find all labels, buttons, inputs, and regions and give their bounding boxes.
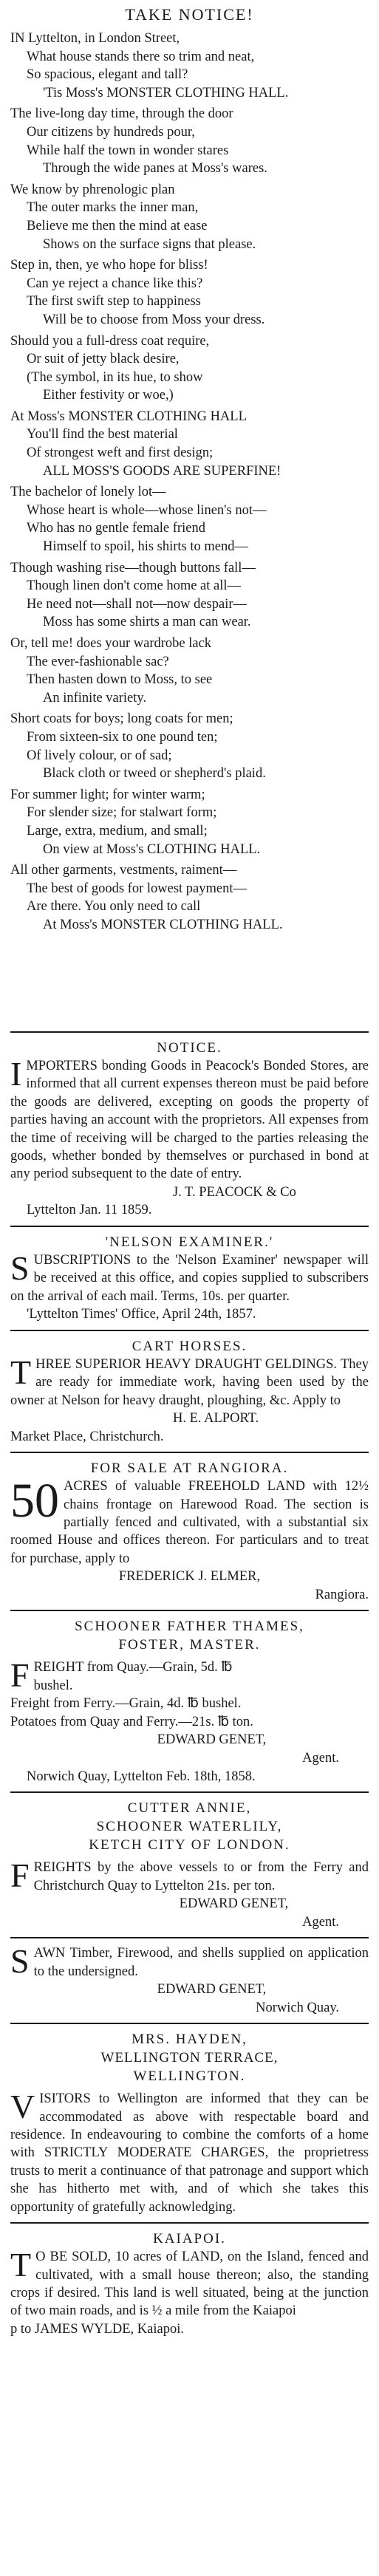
dropcap: T — [10, 1353, 32, 1391]
nelson-text: UBSCRIPTIONS to the 'Nelson Examiner' newspaper will be received at this office, and copies supplied to subscribers on the arrival of each mail. Terms, 10s. per quarter. — [10, 1253, 369, 1304]
annie-heading-3: KETCH CITY OF LONDON. — [89, 1837, 290, 1854]
nelson-examiner-advert — [10, 1233, 369, 1324]
cart-horses-heading: CART HORSES. — [132, 1338, 247, 1354]
cart-horses-signature: H. E. ALPORT. — [173, 1411, 259, 1427]
notice-body — [10, 1057, 369, 1183]
annie-heading-2: SCHOONER WATERLILY, — [96, 1819, 283, 1835]
poem-line: The ever-fashionable sac? — [27, 654, 169, 669]
poem-stanza — [10, 105, 369, 177]
poem-line: So spacious, elegant and tall? — [27, 67, 188, 83]
poem-line: Then hasten down to Moss, to see — [27, 672, 213, 688]
poem-line: Himself to spoil, his shirts to mend— — [43, 539, 249, 555]
poem-line: The first swift step to happiness — [27, 294, 201, 310]
poem-line: The live-long day time, through the door — [10, 106, 233, 122]
poem-line: All other garments, vestments, raiment— — [10, 863, 237, 878]
thames-line: bushel. — [33, 1678, 73, 1693]
poem-stanza — [10, 256, 369, 329]
kaiapoi-body — [10, 2248, 369, 2320]
kaiapoi-last-line: p to JAMES WYLDE, Kaiapoi. — [10, 2321, 184, 2337]
poem-stanza — [10, 786, 369, 858]
take-notice-advert — [10, 4, 369, 1025]
dropcap: F — [10, 1656, 30, 1695]
cart-horses-text: HREE SUPERIOR HEAVY DRAUGHT GELDINGS. They are ready for immediate work, having been used by the owner at Nelson for heavy draught, ploughing, &c. Apply to — [10, 1356, 369, 1408]
poem-line: The bachelor of lonely lot— — [10, 485, 166, 500]
hayden-heading-1: MRS. HAYDEN, — [132, 2032, 247, 2048]
dropcap: F — [10, 1856, 30, 1895]
annie-text: REIGHTS by the above vessels to or from the Ferry and Christchurch Quay to Lyttelton 21s. per ton. — [33, 1860, 369, 1893]
kaiapoi-text: O BE SOLD, 10 acres of LAND, on the Island, fenced and cultivated, with a small house thereon; also, the standing crops if desired. This land is well situated, being at the junction of two main roads, and is ½ a mile from the Kaiapoi — [10, 2249, 369, 2319]
poem-line: Who has no gentle female friend — [27, 521, 205, 536]
poem-line: At Moss's MONSTER CLOTHING HALL — [10, 409, 247, 424]
poem-line: Moss has some shirts a man can wear. — [43, 615, 251, 630]
dropcap: T — [10, 2246, 32, 2284]
poem-line: Are there. You only need to call — [27, 899, 201, 915]
poem-line: What house stands there so trim and neat, — [27, 49, 255, 64]
poem-line: 'Tis Moss's MONSTER CLOTHING HALL. — [43, 85, 289, 100]
poem-line: The best of goods for lowest payment— — [27, 881, 247, 896]
poem-stanza — [10, 332, 369, 405]
kaiapoi-heading: KAIAPOI. — [153, 2231, 226, 2247]
thames-dateline: Norwich Quay, Lyttelton Feb. 18th, 1858. — [27, 1769, 256, 1784]
sawn-place: Norwich Quay. — [256, 2000, 339, 2015]
thames-heading-1: SCHOONER FATHER THAMES, — [75, 1619, 304, 1635]
poem-stanza — [10, 635, 369, 707]
thames-body — [10, 1658, 369, 1695]
poem-line: IN Lyttelton, in London Street, — [10, 31, 180, 46]
rangiora-body — [10, 1474, 369, 1568]
poem-line: Through the wide panes at Moss's wares. — [43, 161, 267, 177]
poem-line: For summer light; for winter warm; — [10, 787, 205, 802]
notice-text: MPORTERS bonding Goods in Peacock's Bonded Stores, are informed that all current expenses thereon must be paid before the goods are delivered, excepting on goods the property of parties having an account with the proprietors. All expenses from the time of receiving will be charged to the parties releasing the goods, whether bonded by themselves or purchased in bond at any period subsequent to the date of entry. — [10, 1059, 369, 1182]
poem-line: For slender size; for stalwart form; — [27, 805, 217, 821]
hayden-body — [10, 2090, 369, 2216]
cart-horses-location: Market Place, Christchurch. — [10, 1429, 164, 1444]
dropcap: S — [10, 1249, 30, 1288]
poem-line: Our citizens by hundreds pour, — [27, 124, 195, 140]
cart-horses-body — [10, 1353, 369, 1410]
rangiora-signature: FREDERICK J. ELMER, — [118, 1569, 261, 1585]
divider — [10, 1330, 369, 1331]
poem-line: Of lively colour, or of sad; — [27, 748, 172, 763]
take-notice-heading: TAKE NOTICE! — [125, 5, 254, 24]
poem-line: Short coats for boys; long coats for men; — [10, 711, 233, 727]
annie-heading-1: CUTTER ANNIE, — [127, 1800, 252, 1817]
dropcap: V — [10, 2088, 35, 2126]
poem-line: Shows on the surface signs that please. — [43, 236, 256, 252]
notice-dateline: Lyttelton Jan. 11 1859. — [27, 1203, 152, 1218]
divider — [10, 1226, 369, 1227]
poem-line: Though washing rise—though buttons fall— — [10, 560, 256, 575]
annie-role: Agent. — [302, 1914, 339, 1930]
dropcap: 50 — [10, 1474, 59, 1528]
nelson-dateline: 'Lyttelton Times' Office, April 24th, 1857. — [27, 1307, 256, 1322]
thames-signature: EDWARD GENET, — [157, 1732, 267, 1748]
nelson-body — [10, 1251, 369, 1305]
cutter-annie-advert — [10, 1799, 369, 1931]
poem-line: You'll find the best material — [27, 427, 178, 443]
nelson-heading: 'NELSON EXAMINER.' — [105, 1234, 274, 1251]
poem-stanza — [10, 483, 369, 556]
rangiora-heading: FOR SALE AT RANGIORA. — [90, 1460, 289, 1477]
poem-line: Should you a full-dress coat require, — [10, 333, 210, 349]
poem-line: On view at Moss's CLOTHING HALL. — [43, 841, 261, 857]
thames-line: Freight from Ferry.—Grain, 4d. ℔ bushel. — [10, 1696, 242, 1712]
hayden-advert — [10, 2030, 369, 2216]
poem-stanza — [10, 181, 369, 253]
rangiora-advert — [10, 1459, 369, 1604]
poem-line: Either festivity or woe,) — [43, 388, 174, 403]
poem-line: We know by phrenologic plan — [10, 182, 175, 197]
thames-role: Agent. — [302, 1751, 339, 1766]
thames-heading-2: FOSTER, MASTER. — [118, 1637, 261, 1653]
poem-stanza — [10, 861, 369, 934]
poem-line: Will be to choose from Moss your dress. — [43, 312, 265, 327]
poem-line: Large, extra, medium, and small; — [27, 823, 208, 838]
divider — [10, 1937, 369, 1938]
poem-body — [10, 30, 369, 935]
peacock-notice-advert — [10, 1039, 369, 1220]
rangiora-text: ACRES of valuable FREEHOLD LAND with 12½ chains frontage on Harewood Road. The section is partially fenced and cultivated, with a substantial six roomed House and offices thereon. For particulars and to treat for purchase, apply to — [10, 1479, 369, 1566]
poem-line: From sixteen-six to one pound ten; — [27, 729, 218, 745]
poem-stanza — [10, 710, 369, 782]
sawn-timber-advert — [10, 1944, 369, 2017]
poem-line: Though linen don't come home at all— — [27, 578, 242, 594]
hayden-heading-2: WELLINGTON TERRACE, — [100, 2050, 279, 2066]
thames-line: Potatoes from Quay and Ferry.—21s. ℔ ton. — [10, 1714, 253, 1729]
poem-line: Step in, then, ye who hope for bliss! — [10, 258, 208, 273]
poem-line: Believe me then the mind at ease — [27, 218, 208, 233]
poem-line: An infinite variety. — [43, 690, 147, 706]
poem-line: Of strongest weft and first design; — [27, 445, 214, 461]
poem-line: Whose heart is whole—whose linen's not— — [27, 502, 267, 518]
sawn-signature: EDWARD GENET, — [157, 1982, 267, 1998]
poem-stanza — [10, 30, 369, 102]
divider — [10, 2222, 369, 2224]
kaiapoi-advert — [10, 2230, 369, 2337]
divider — [10, 1610, 369, 1611]
dropcap: S — [10, 1942, 30, 1981]
rangiora-place: Rangiora. — [315, 1587, 369, 1602]
annie-body — [10, 1856, 369, 1895]
poem-line: Can ye reject a chance like this? — [27, 276, 203, 291]
poem-line: He need not—shall not—now despair— — [27, 596, 247, 612]
poem-line: Or, tell me! does your wardrobe lack — [10, 636, 212, 651]
divider — [10, 1452, 369, 1453]
poem-stanza — [10, 559, 369, 632]
annie-signature: EDWARD GENET, — [179, 1896, 289, 1912]
divider — [10, 2023, 369, 2024]
poem-line: The outer marks the inner man, — [27, 200, 199, 216]
father-thames-advert — [10, 1617, 369, 1786]
dropcap: I — [10, 1055, 22, 1093]
sawn-text: AWN Timber, Firewood, and shells supplied on application to the undersigned. — [33, 1946, 369, 1979]
poem-stanza — [10, 408, 369, 480]
hayden-heading-3: WELLINGTON. — [133, 2068, 246, 2085]
thames-line: REIGHT from Quay.—Grain, 5d. ℔ — [33, 1660, 233, 1675]
poem-line: At Moss's MONSTER CLOTHING HALL. — [43, 917, 283, 932]
notice-heading: NOTICE. — [157, 1040, 222, 1056]
notice-signature: J. T. PEACOCK & Co — [173, 1184, 296, 1200]
poem-line: (The symbol, in its hue, to show — [27, 369, 203, 385]
divider — [10, 1031, 369, 1033]
cart-horses-advert — [10, 1337, 369, 1446]
divider — [10, 1791, 369, 1793]
hayden-text: ISITORS to Wellington are informed that they can be accommodated as above with respectable board and residence. In endeavouring to combine the comforts of a home with STRICTLY MODERATE CHARGES, the proprietress trusts to merit a continuance of that patronage and support which she has hitherto met with, and of which she takes this opportunity of gratefully acknowledging. — [10, 2091, 369, 2215]
sawn-body — [10, 1944, 369, 1981]
poem-line: ALL MOSS'S GOODS ARE SUPERFINE! — [43, 463, 281, 479]
poem-line: Or suit of jetty black desire, — [27, 352, 180, 367]
poem-line: Black cloth or tweed or shepherd's plaid. — [43, 766, 266, 782]
poem-line: While half the town in wonder stares — [27, 143, 229, 158]
